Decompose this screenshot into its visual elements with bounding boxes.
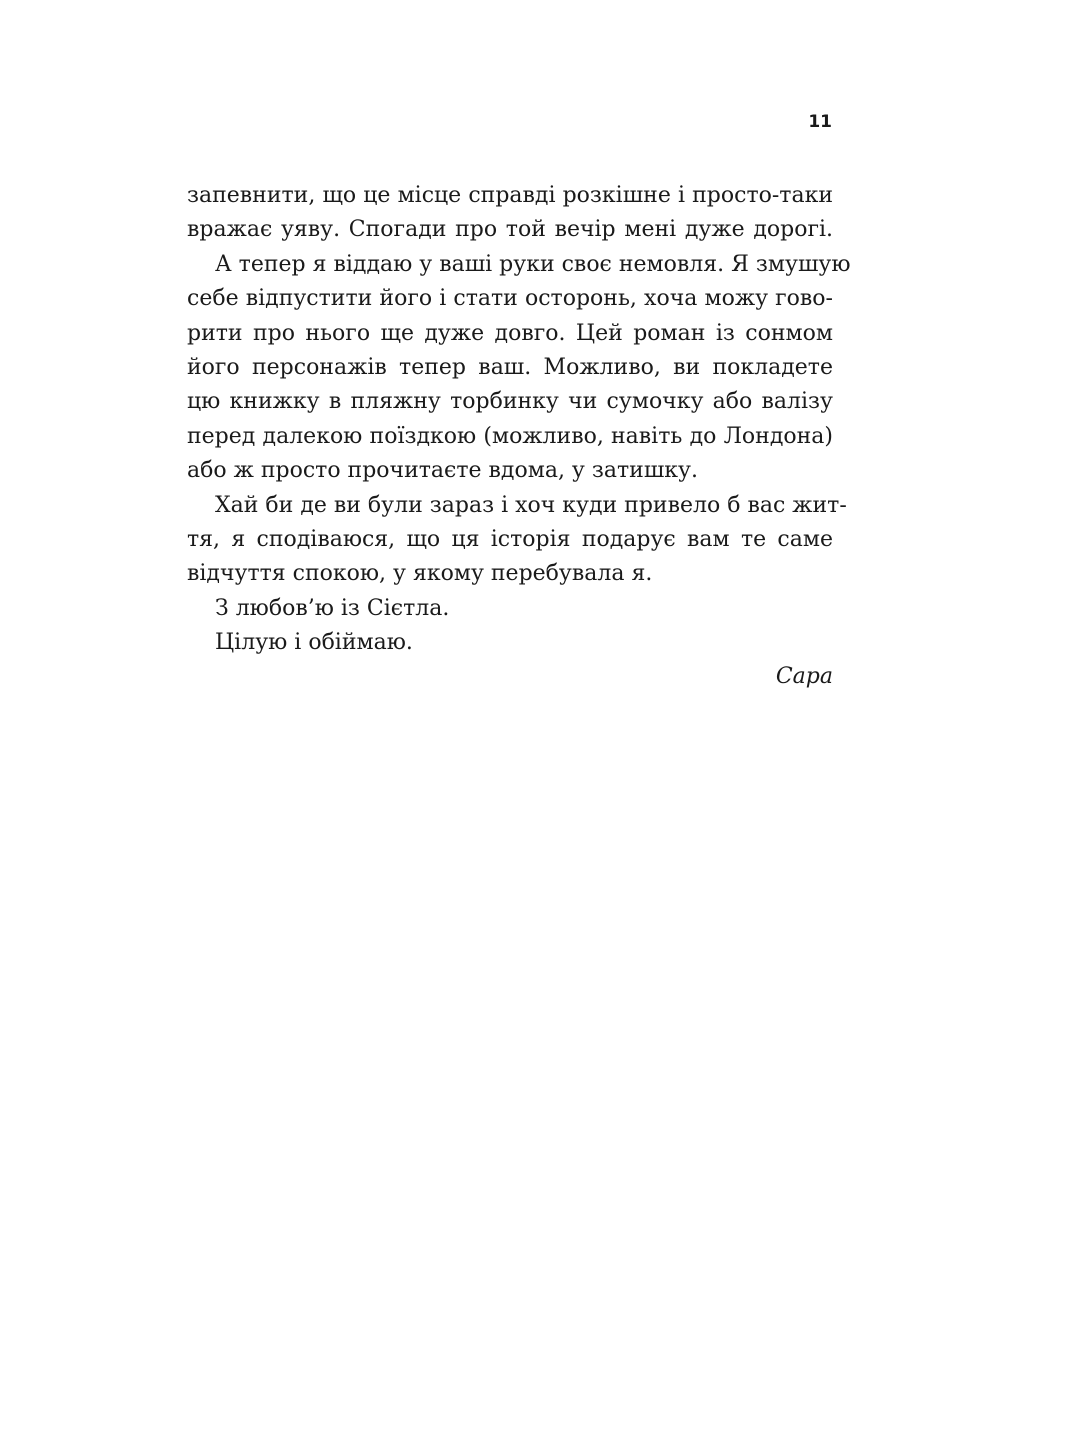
text-line: З любов’ю із Сієтла. <box>215 595 450 621</box>
text-line: його персонажів тепер ваш. Можливо, ви покладете <box>187 354 833 380</box>
body-text <box>187 179 851 695</box>
paragraph <box>187 626 833 660</box>
paragraph <box>187 248 851 489</box>
text-line: Хай би де ви були зараз і хоч куди привело б вас жит- <box>215 492 847 518</box>
signature: Сара <box>775 664 833 690</box>
text-line: А тепер я віддаю у ваші руки своє немовля. Я змушую <box>215 251 851 277</box>
text-line: Цілую і обіймаю. <box>215 630 413 656</box>
text-line: запевнити, що це місце справді розкішне і просто-таки <box>187 183 833 208</box>
paragraph <box>187 179 833 248</box>
paragraph <box>187 592 833 626</box>
text-line: відчуття спокою, у якому перебувала я. <box>187 561 653 587</box>
text-line: або ж просто прочитаєте вдома, у затишку. <box>187 458 698 484</box>
paragraph <box>187 489 847 592</box>
text-line: тя, я сподіваюся, що ця історія подарує вам те саме <box>187 526 833 552</box>
text-line: перед далекою поїздкою (можливо, навіть до Лондона) <box>187 423 833 449</box>
text-line: себе відпустити його і стати осторонь, хоча можу гово- <box>187 286 833 312</box>
text-line: цю книжку в пляжну торбинку чи сумочку або валізу <box>187 389 833 415</box>
text-line: рити про нього ще дуже довго. Цей роман із сонмом <box>187 320 833 346</box>
page-number: 11 <box>808 112 832 132</box>
text-line: вражає уяву. Спогади про той вечір мені дуже дорогі. <box>187 217 833 243</box>
